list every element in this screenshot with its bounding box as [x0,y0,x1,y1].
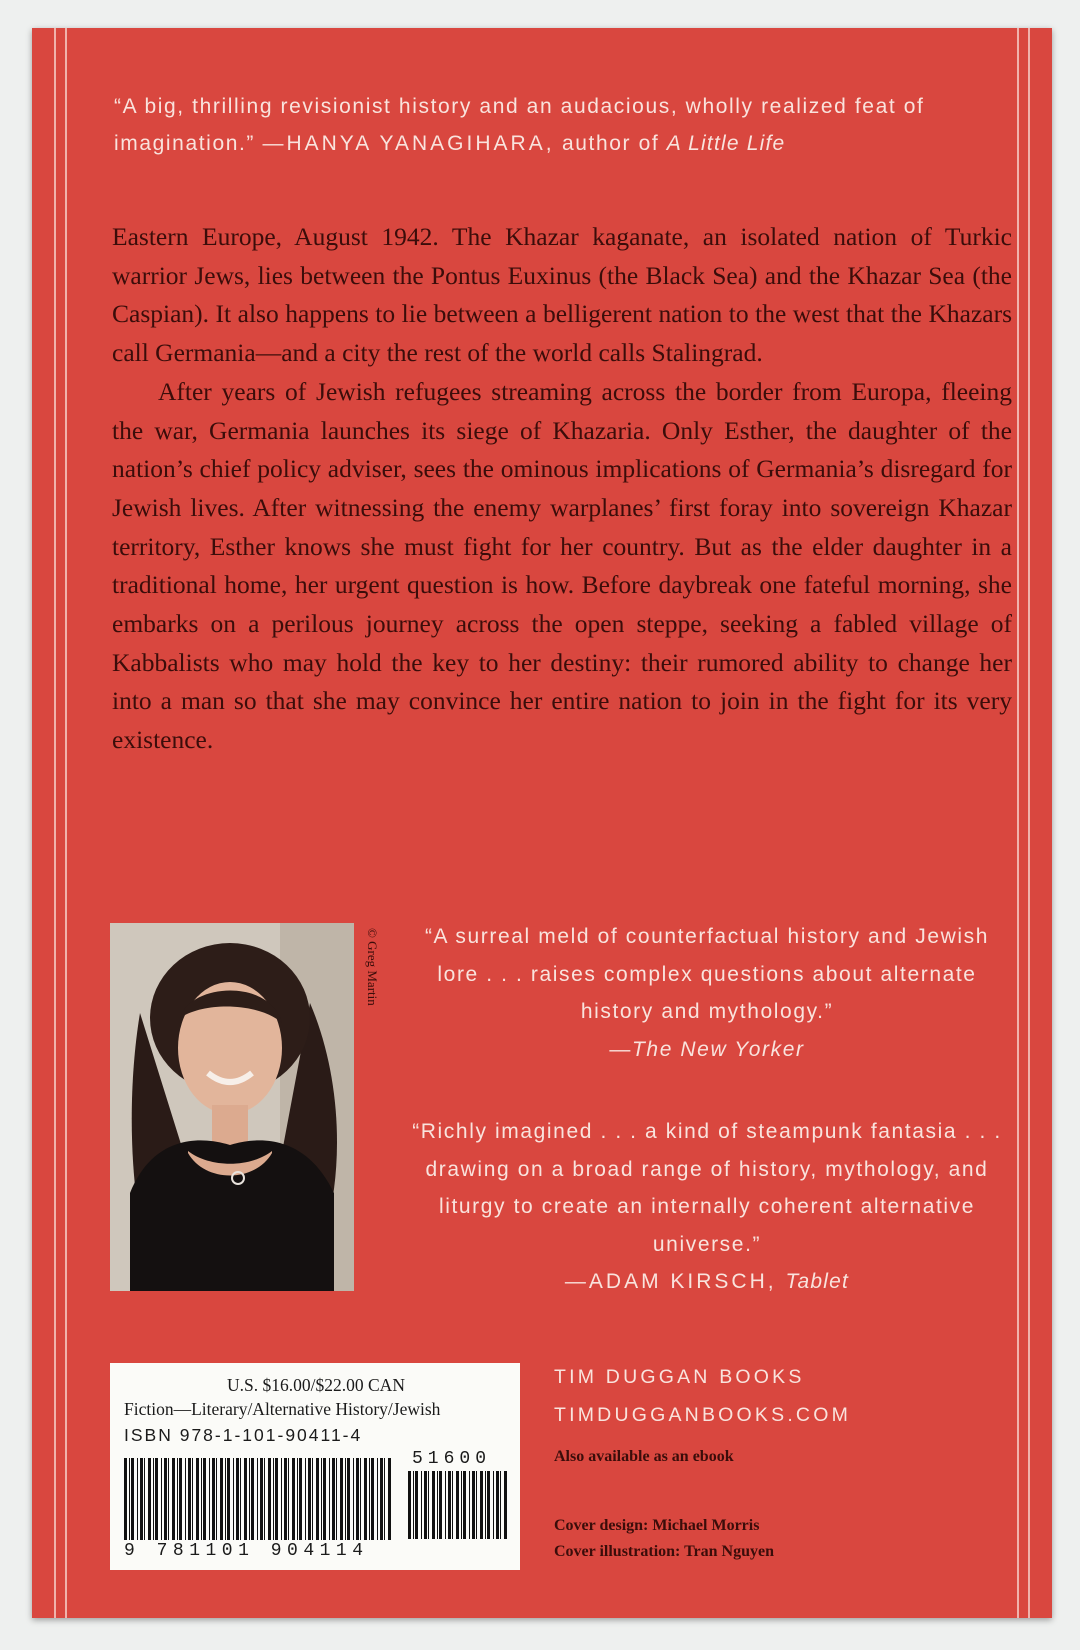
barcode-bar [161,1458,162,1540]
review-quote-text: “A surreal meld of counterfactual history and Jewish lore . . . raises complex questions about alternate history and mythology.” [424,925,990,1023]
barcode-bar [487,1471,490,1539]
barcode-bar [408,1471,411,1539]
photo-credit-text: © Greg Martin [365,928,380,1006]
barcode-bar [260,1458,263,1540]
barcode-bar [129,1458,130,1540]
barcode-bar [476,1471,477,1539]
barcode-bar [233,1458,234,1540]
barcode-bar [493,1471,494,1539]
publisher-name: TIM DUGGAN BOOKS [554,1366,805,1388]
barcode-bar [445,1471,446,1539]
barcode-bar [461,1471,462,1539]
barcode-bar [268,1458,271,1540]
top-blurb-attribution-suffix: author of [561,132,660,155]
barcode-bar [380,1458,383,1540]
cover-design-credit: Cover design: Michael Morris [554,1517,760,1534]
top-blurb-attribution: —HANYA YANAGIHARA, [262,132,555,155]
barcode-bar [308,1458,311,1540]
review-quote-text: “Richly imagined . . . a kind of steampunk fantasia . . . drawing on a broad range of history, mythology, and liturgy to create an internally coherent alternative universe.” [412,1120,1002,1256]
barcode-bar [288,1458,289,1540]
barcode-bar [463,1471,466,1539]
barcode-bar [305,1458,306,1540]
barcode-bar [369,1458,370,1540]
barcode-bar [168,1458,169,1540]
barcode-bar [496,1471,499,1539]
attribution-dash: — [609,1037,632,1061]
top-blurb [114,88,1014,162]
barcode-bar [281,1458,282,1540]
barcode-bar [347,1458,350,1540]
top-blurb-quote: “A big, thrilling revisionist history and an audacious, wholly realized feat of imagination.” [114,95,925,155]
barcode-bar [284,1458,287,1540]
barcode-bar [179,1458,182,1540]
barcode-bar [371,1458,374,1540]
category-line: Fiction—Literary/Alternative History/Jewish [124,1399,441,1419]
review-source: The New Yorker [632,1037,805,1061]
addon-barcode [408,1471,508,1539]
barcode-bar [251,1458,254,1540]
barcode-bar [424,1471,427,1539]
barcode-bar [172,1458,175,1540]
barcode-bar [275,1458,278,1540]
barcode-bar [413,1471,414,1539]
barcode-bar [415,1471,418,1539]
review-quote-attribution [407,1031,1007,1069]
barcode-bar [203,1458,206,1540]
barcode-bar [448,1471,451,1539]
barcode-bar [469,1471,470,1539]
barcode-bar [421,1471,422,1539]
price-barcode-box [110,1363,520,1570]
photo-credit [362,928,382,1068]
barcode-bar [345,1458,346,1540]
synopsis-paragraph: Eastern Europe, August 1942. The Khazar kaganate, an isolated nation of Turkic warrior Jews, lies between the Pontus Euxinus (the Black Sea) and the Khazar Sea (the Caspian). It also happens to lie between a belligerent nation to the west that the Khazars call Germania—and a city the rest of the world calls Stalingrad. [112,222,1012,368]
barcode-bar [323,1458,326,1540]
barcode-bar [131,1458,134,1540]
barcode-bar [299,1458,302,1540]
barcode-bar [329,1458,330,1540]
review-source: Tablet [785,1270,850,1293]
ean-digits: 9 781101 904114 [124,1541,369,1561]
barcode-bar [437,1471,438,1539]
barcode-bar [212,1458,215,1540]
barcode-bar [297,1458,298,1540]
barcode-bar [220,1458,223,1540]
book-back-cover [32,28,1052,1618]
attribution-name: —ADAM KIRSCH, [564,1270,777,1293]
barcode-bar [472,1471,475,1539]
barcode-bar [432,1471,435,1539]
barcode-bar [336,1458,337,1540]
barcode-bar [480,1471,483,1539]
barcode-bar [209,1458,210,1540]
barcode-bar [428,1471,429,1539]
isbn-line: ISBN 978-1-101-90411-4 [124,1425,363,1445]
border-rule-right-outer [1028,28,1030,1618]
barcode-bar [249,1458,250,1540]
barcode-bar [353,1458,354,1540]
barcode-bar [177,1458,178,1540]
barcode-bar [321,1458,322,1540]
barcode-bar [225,1458,226,1540]
publisher-block [554,1358,851,1434]
barcode-bar [384,1458,385,1540]
synopsis [112,218,1012,760]
barcode-bar [192,1458,193,1540]
barcode-bar [257,1458,258,1540]
barcode-bar [264,1458,265,1540]
price-line: U.S. $16.00/$22.00 CAN [227,1375,405,1395]
barcode-bar [456,1471,459,1539]
barcode-bar [356,1458,359,1540]
barcode-bar [388,1458,391,1540]
barcode-bar [236,1458,239,1540]
border-rule-left-outer [54,28,56,1618]
barcode-bar [144,1458,145,1540]
publisher-url[interactable]: TIMDUGGANBOOKS.COM [554,1404,852,1426]
barcode-bar [124,1458,127,1540]
barcode-bar [153,1458,154,1540]
cover-credits [554,1513,774,1565]
ebook-note: Also available as an ebook [554,1448,734,1465]
barcode-bar [273,1458,274,1540]
cover-illustration-credit: Cover illustration: Tran Nguyen [554,1543,775,1560]
border-rule-right-inner [1017,28,1019,1618]
author-photo [110,923,354,1291]
barcode-bar [155,1458,158,1540]
barcode-bar [137,1458,138,1540]
barcode-bar [364,1458,367,1540]
addon-digits: 51600 [412,1449,492,1469]
border-rule-left-inner [65,28,67,1618]
review-quote-new-yorker [407,918,1007,1068]
synopsis-paragraph: After years of Jewish refugees streaming across the border from Europa, fleeing the war, Germania launches its siege of Khazaria. Only Esther, the daughter of the nation’s chief policy adviser, sees the ominous implications of Germania’s disregard for Jewish lives. After witnessing the enemy warplanes’ first foray into sovereign Khazar territory, Esther knows she must fight for her country. But as the elder daughter in a traditional home, her urgent question is how. Before daybreak one fateful morning, she embarks on a perilous journey across the open steppe, seeking a fabled village of Kabbalists who may hold the key to her destiny: their rumored ability to change her into a man so that she may convince her entire nation to join in the fight for its very existence. [112,376,1012,755]
isbn-barcode [124,1458,394,1540]
barcode-bar [332,1458,335,1540]
barcode-bar [185,1458,186,1540]
review-quote-attribution [407,1263,1007,1301]
barcode-bar [148,1458,151,1540]
barcode-bar [485,1471,486,1539]
barcode-bar [164,1458,167,1540]
barcode-bar [201,1458,202,1540]
barcode-bar [140,1458,143,1540]
barcode-bar [292,1458,295,1540]
barcode-bar [377,1458,378,1540]
barcode-bar [216,1458,217,1540]
barcode-bar [188,1458,191,1540]
barcode-bar [500,1471,501,1539]
top-blurb-work-title: A Little Life [666,132,786,155]
barcode-bar [227,1458,230,1540]
barcode-bar [244,1458,247,1540]
barcode-bar [360,1458,361,1540]
barcode-bar [452,1471,453,1539]
barcode-bar [316,1458,319,1540]
barcode-bar [439,1471,442,1539]
barcode-bar [312,1458,313,1540]
barcode-bar [240,1458,241,1540]
barcode-bar [504,1471,507,1539]
barcode-bar [340,1458,343,1540]
review-quote-tablet [407,1113,1007,1301]
barcode-bar [196,1458,199,1540]
